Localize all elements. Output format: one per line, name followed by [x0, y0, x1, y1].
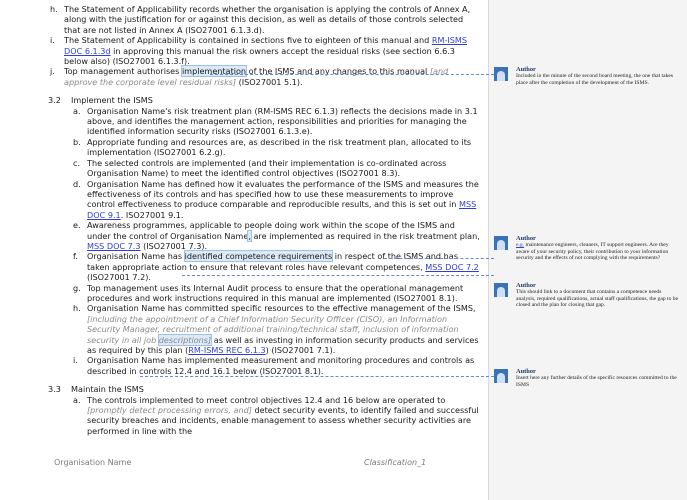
item-text: Top management uses its Internal Audit process to ensure that the operational management procedures and work instructions required in this manual are implemented (ISO27001 8.1). — [87, 282, 464, 303]
item-text: Organisation Name has defined how it evaluates the performance of the ISMS and measures the effectiveness of its controls and has specified how to use these measurements to improve control effectiveness to produce comparable and reproducible results, and this is set out in MSS DOC 9.1. ISO27001 9.1. — [87, 178, 479, 220]
list-item — [73, 251, 480, 282]
guidance-hint: [promptly detect processing errors, and] — [87, 405, 252, 416]
list-item-h — [50, 4, 480, 35]
item-text: Appropriate funding and resources are, as described in the risk treatment plan, allocated to its implementation (ISO27001 6.2.g). — [87, 136, 472, 158]
item-label: a. — [73, 105, 81, 116]
comment-balloon[interactable] — [494, 368, 680, 388]
footer-classification: Classification_1 — [364, 458, 427, 467]
comment-author: Author — [516, 66, 536, 73]
guidance-hint: [including the appointment of a Chief Information Security Officer (CISO), an Information Security Manager, recruitment of additional training/technical staff, inclusion of information security in all job — [87, 313, 459, 345]
comment-author: Author — [516, 235, 536, 242]
item-label: b. — [73, 136, 81, 147]
item-text: Organisation Name has identified competence requirements in respect of the ISMS and has taken appropriate action to ensure that relevant roles have relevant competences, MSS DOC 7.2 (ISO27001 7.2). — [87, 251, 479, 283]
item-text: The Statement of Applicability is contained in sections five to eighteen of this manual and RM-ISMS DOC 6.1.3d in approving this manual the risk owners accept the residual risks (see section 6.6.3 below also) (ISO27001 6.1.3.f). — [64, 35, 468, 67]
comment-anchor-2[interactable]: , — [248, 230, 251, 241]
list-item — [73, 395, 480, 437]
comment-balloon[interactable] — [494, 235, 680, 262]
comment-anchor-3[interactable]: identified competence requirements — [184, 251, 333, 262]
comment-text: Insert here any further details of the specific resources committed to the ISMS — [516, 375, 677, 388]
list-item-j — [50, 66, 480, 87]
comment-anchor-4[interactable]: descriptions] — [158, 334, 212, 345]
section-title: Maintain the ISMS — [71, 384, 144, 395]
item-text: Top management authorises implementation of the ISMS and any changes to this manual [and approve the corporate level residual risks] (ISO27001 5.1). — [64, 66, 449, 87]
list-item — [73, 137, 480, 158]
item-label: h. — [50, 4, 58, 14]
doc-link-mss-7-3[interactable]: MSS DOC 7.3 — [87, 240, 141, 251]
item-text: The selected controls are implemented (and their implementation is co-ordinated across Organisation Name) to meet the identified control objectives (ISO27001 8.3). — [87, 157, 447, 179]
item-text: Organisation Name's risk treatment plan (RM-ISMS REC 6.1.3) reflects the decisions made in 3.1 above, and identifies the management action, responsibilities and priorities for managing the identified information security risks (ISO27001 6.1.3.e). — [87, 105, 478, 137]
comment-leader-line — [140, 376, 494, 377]
section-heading-3-3 — [48, 384, 480, 394]
item-label: g. — [73, 282, 81, 293]
list-item — [73, 220, 480, 251]
item-label: i. — [73, 355, 78, 366]
section-3-2-list — [73, 106, 480, 377]
user-avatar-icon — [494, 67, 508, 81]
list-item — [73, 106, 480, 137]
footer-organisation-name: Organisation Name — [54, 458, 132, 467]
item-label: i. — [50, 35, 55, 46]
list-item — [73, 303, 480, 355]
item-label: d. — [73, 178, 81, 189]
comment-leader-line — [182, 275, 494, 276]
user-avatar-icon — [494, 283, 508, 297]
item-label: a. — [73, 394, 81, 405]
comment-text: Included in the minute of the second board meeting, the one that takes place after the completion of the development of the ISMS. — [516, 73, 674, 86]
user-avatar-icon — [494, 236, 508, 250]
item-label: f. — [73, 251, 78, 262]
doc-link-mss-9-1[interactable]: MSS DOC 9.1 — [87, 199, 477, 220]
comment-author: Author — [516, 282, 536, 289]
item-text: Organisation Name has implemented measurement and monitoring procedures and controls as described in controls 12.4 and 16.1 below (ISO27001 8.1). — [87, 355, 475, 376]
list-item — [73, 158, 480, 179]
comment-anchor-1[interactable]: implementation — [181, 66, 247, 77]
item-text: The Statement of Applicability records whether the organisation is applying the controls of Annex A, along with the justification for or against this decision, as well as details of those controls selected that are not listed in Annex A (ISO27001 6.1.3.d). — [64, 4, 471, 35]
list-item-i — [50, 35, 480, 66]
comment-balloon[interactable] — [494, 282, 680, 309]
comment-leader-line — [384, 258, 494, 259]
list-item — [73, 355, 480, 376]
doc-link-mss-7-2[interactable]: MSS DOC 7.2 — [425, 261, 479, 272]
comment-leader-line — [210, 74, 494, 75]
user-avatar-icon — [494, 369, 508, 383]
doc-link-rm-isms-rec-6-1-3[interactable]: RM-ISMS REC 6.1.3 — [188, 345, 266, 355]
item-label: j. — [50, 66, 55, 77]
item-label: c. — [73, 157, 81, 168]
section-heading-3-2 — [48, 95, 480, 105]
doc-link-rm-isms-6-1-3d[interactable]: RM-ISMS DOC 6.1.3d — [64, 35, 468, 56]
item-text: The controls implemented to meet control objectives 12.4 and 16 below are operated to [promptly detect processing errors, and] detect security events, to identify failed and successful security breaches and incidents, enable management to assess whether security activities are performed in line with the — [87, 394, 479, 436]
section-number: 3.2 — [48, 95, 61, 106]
document-body — [50, 4, 480, 436]
list-item — [73, 283, 480, 304]
item-text: Awareness programmes, applicable to people doing work within the scope of the ISMS and under the control of Organisation Name, are implemented as required in the risk treatment plan, MSS DOC 7.3 (ISO27001 7.3). — [87, 220, 480, 251]
comment-author: Author — [516, 368, 536, 375]
comment-text: e.g. maintenance engineers, cleaners, IT support engineers. Are they aware of your security policy, their contribution to your information security and the effects of not complying with the requirements? — [516, 242, 669, 262]
item-text: Organisation Name has committed specific resources to the effective management of the ISMS, [including the appointment of a Chief Information Security Officer (CISO), an Information Security Manager, recruitment of additional training/technical staff, inclusion of information security in all job descriptions] as well as investing in information security products and services as required by this plan (RM-ISMS REC 6.1.3) (ISO27001 7.1). — [87, 303, 479, 355]
section-number: 3.3 — [48, 384, 61, 395]
section-3-3-list — [73, 395, 480, 437]
guidance-hint: [and approve the corporate level residual risks] — [64, 66, 449, 87]
item-label: e. — [73, 220, 81, 231]
comment-balloon[interactable] — [494, 66, 680, 86]
section-title: Implement the ISMS — [71, 95, 153, 106]
list-item — [73, 179, 480, 221]
comment-text: This should link to a document that contains a competence needs analysis, required qualifications, actual staff qualifications, the gap to be closed and the plan for closing that gap. — [516, 289, 679, 309]
item-label: h. — [73, 303, 81, 314]
